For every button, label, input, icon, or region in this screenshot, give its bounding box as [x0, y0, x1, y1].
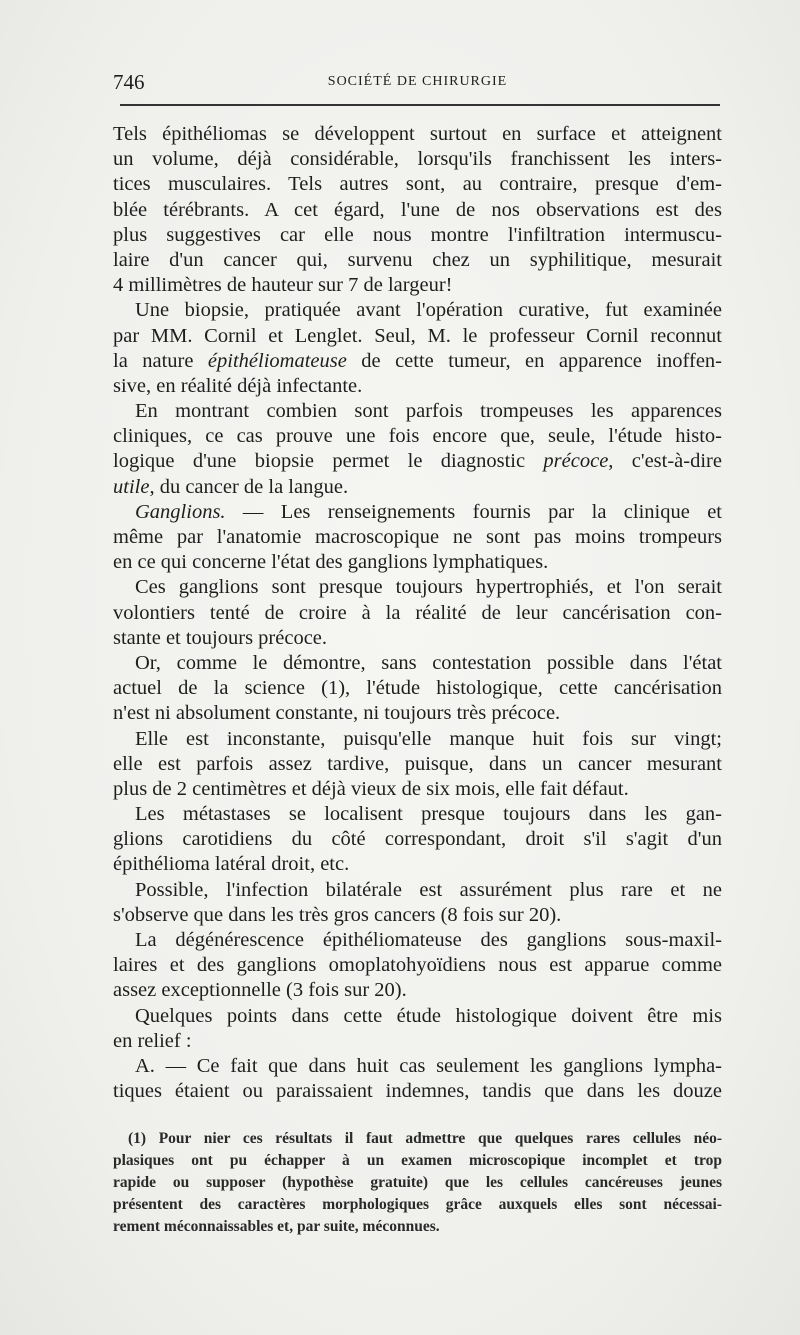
text-line: par MM. Cornil et Lenglet. Seul, M. le professeur Cornil reconnut — [113, 324, 722, 347]
text-span: — Les renseignements fournis par la clinique et — [225, 500, 722, 523]
text-line: glions carotidiens du côté correspondant, droit s'il s'agit d'un — [113, 828, 722, 851]
text-span: logique d'une biopsie permet le diagnostic — [113, 450, 544, 473]
text-line: tices musculaires. Tels autres sont, au contraire, presque d'em- — [113, 173, 722, 196]
text-span: , du cancer de la langue. — [149, 475, 349, 498]
text-line — [113, 449, 722, 474]
text-line: La dégénérescence épithéliomateuse des ganglions sous-maxil- — [135, 929, 722, 951]
footnote — [113, 1128, 722, 1238]
text-line: en ce qui concerne l'état des ganglions lymphatiques. — [113, 551, 549, 574]
italic-text: épithéliomateuse — [207, 349, 347, 372]
italic-text: précoce — [543, 450, 609, 473]
text-line: En montrant combien sont parfois trompeuses les apparences — [135, 400, 722, 423]
text-line: Tels épithéliomas se développent surtout en surface et atteignent — [113, 123, 722, 145]
text-line: elle est parfois assez tardive, puisque, dans un cancer mesurant — [113, 752, 722, 775]
footnote-line: rement méconnaissables et, par suite, méconnues. — [113, 1218, 440, 1235]
text-line: plus suggestives car elle nous montre l'infiltration intermuscu- — [113, 223, 722, 246]
text-line: volontiers tenté de croire à la réalité de leur cancérisation con- — [113, 601, 722, 624]
text-line: même par l'anatomie macroscopique ne sont pas moins trompeurs — [113, 526, 722, 548]
text-line: plus de 2 centimètres et déjà vieux de six mois, elle fait défaut. — [113, 777, 629, 800]
running-title: SOCIÉTÉ DE CHIRURGIE — [327, 74, 508, 89]
paragraph — [113, 727, 722, 803]
paragraph — [113, 122, 722, 298]
text-line: laire d'un cancer qui, survenu chez un syphilitique, mesurait — [113, 248, 722, 271]
text-line: Elle est inconstante, puisqu'elle manque huit fois sur vingt; — [135, 727, 722, 750]
paragraph — [113, 399, 722, 500]
text-line: un volume, déjà considérable, lorsqu'ils franchissent les inters- — [113, 148, 722, 171]
paragraph — [113, 1004, 722, 1054]
footnote-line: rapide ou supposer (hypothèse gratuite) que les cellules cancéreuses jeunes — [113, 1174, 722, 1191]
text-line: Les métastases se localisent presque toujours dans les gan- — [135, 803, 722, 826]
page-header — [113, 70, 722, 96]
text-line: assez exceptionnelle (3 fois sur 20). — [113, 979, 407, 1002]
paragraph — [113, 500, 722, 576]
italic-text: Ganglions. — [135, 500, 226, 523]
text-line: blée térébrants. A cet égard, l'une de nos observations est des — [113, 198, 722, 221]
text-line — [113, 349, 722, 374]
text-line: stante et toujours précoce. — [113, 626, 328, 649]
text-line: 4 millimètres de hauteur sur 7 de largeur! — [113, 274, 453, 297]
text-line: en relief : — [113, 1029, 192, 1052]
text-line: tiques étaient ou paraissaient indemnes, tandis que dans les douze — [113, 1080, 722, 1103]
italic-text: utile — [113, 475, 150, 498]
page-number: 746 — [113, 70, 145, 94]
text-line: Quelques points dans cette étude histologique doivent être mis — [135, 1004, 722, 1027]
paragraph — [113, 298, 722, 399]
text-span: , c'est-à-dire — [608, 450, 722, 473]
paragraph — [113, 651, 722, 727]
paragraph — [113, 575, 722, 651]
text-line: Possible, l'infection bilatérale est assurément plus rare et ne — [135, 878, 722, 901]
text-line: s'observe que dans les très gros cancers (8 fois sur 20). — [113, 903, 562, 926]
footnote-line: plasiques ont pu échapper à un examen microscopique incomplet et trop — [113, 1152, 722, 1169]
text-line: A. — Ce fait que dans huit cas seulement les ganglions lympha- — [135, 1054, 722, 1077]
paragraph — [113, 802, 722, 878]
text-span: la nature — [113, 349, 208, 372]
header-rule — [120, 104, 720, 106]
paragraph — [113, 878, 722, 928]
paragraph — [113, 1054, 722, 1104]
body-text — [113, 122, 722, 1104]
paragraph — [113, 928, 722, 1004]
text-line: n'est ni absolument constante, ni toujours très précoce. — [113, 702, 561, 725]
text-line: Ces ganglions sont presque toujours hypertrophiés, et l'on serait — [135, 576, 722, 599]
text-line: cliniques, ce cas prouve une fois encore que, seule, l'étude histo- — [113, 425, 722, 448]
text-line: actuel de la science (1), l'étude histologique, cette cancérisation — [113, 677, 722, 700]
text-line: sive, en réalité déjà infectante. — [113, 374, 363, 397]
footnote-line: (1) Pour nier ces résultats il faut admettre que quelques rares cellules néo- — [128, 1130, 722, 1147]
text-line: Or, comme le démontre, sans contestation possible dans l'état — [135, 651, 722, 674]
text-line: épithélioma latéral droit, etc. — [113, 853, 350, 876]
text-line: laires et des ganglions omoplatohyoïdiens nous est apparue comme — [113, 954, 722, 977]
text-span: de cette tumeur, en apparence inoffen- — [346, 349, 722, 372]
text-line: Une biopsie, pratiquée avant l'opération curative, fut examinée — [135, 299, 722, 322]
text-line — [113, 475, 722, 500]
footnote-line: présentent des caractères morphologiques grâce auxquels elles sont nécessai- — [113, 1196, 722, 1213]
text-line — [113, 500, 722, 525]
